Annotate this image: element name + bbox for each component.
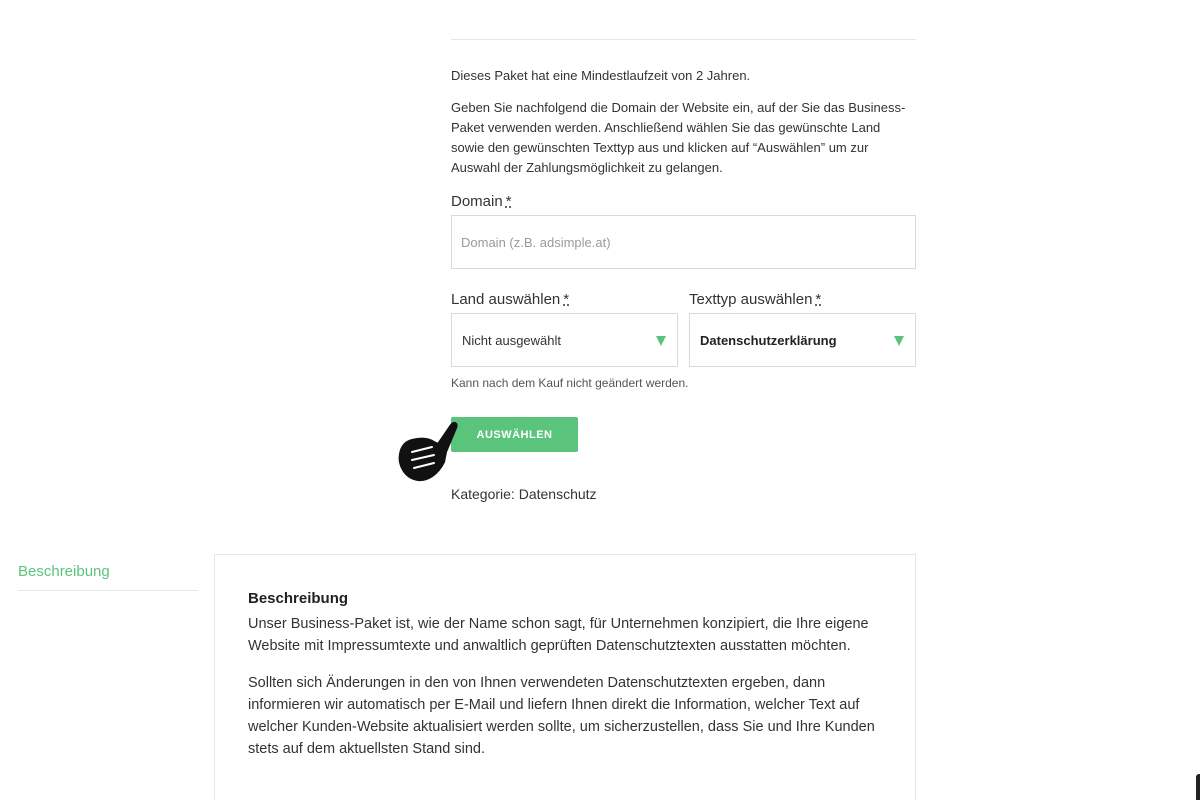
country-selected-value: Nicht ausgewählt (462, 332, 561, 348)
select-button[interactable]: AUSWÄHLEN (451, 417, 578, 452)
triangle-down-icon (656, 336, 666, 346)
text-type-selected-value: Datenschutzerklärung (700, 332, 837, 348)
window-edge (1196, 774, 1200, 800)
category-text: Kategorie: Datenschutz (451, 486, 597, 502)
description-title: Beschreibung (248, 590, 349, 607)
min-term-text: Dieses Paket hat eine Mindestlaufzeit von 2 Jahren. (451, 68, 751, 83)
divider (451, 39, 916, 40)
text-type-field (689, 290, 916, 367)
pointing-hand-icon (394, 418, 464, 484)
triangle-down-icon (894, 336, 904, 346)
tab-description[interactable]: Beschreibung (18, 563, 198, 591)
text-type-label (689, 290, 916, 310)
domain-label (451, 192, 916, 212)
country-field (451, 290, 678, 367)
domain-input[interactable] (451, 215, 916, 269)
required-marker: * (505, 193, 512, 210)
description-panel (214, 554, 916, 800)
product-form (451, 66, 916, 452)
country-label (451, 290, 678, 310)
country-label-text: Land auswählen (451, 291, 561, 308)
select-row (451, 290, 916, 367)
text-type-select[interactable] (689, 313, 916, 367)
required-marker: * (563, 291, 570, 308)
description-paragraph: Unser Business-Paket ist, wie der Name schon sagt, für Unternehmen konzipiert, die Ihre eigene Website mit Impressumtexte und anwaltlich geprüften Datenschutztexten ausstatten möchten. (248, 616, 869, 654)
hint-text: Kann nach dem Kauf nicht geändert werden. (451, 376, 689, 390)
text-type-label-text: Texttyp auswählen (689, 291, 813, 308)
description-paragraph: Sollten sich Änderungen in den von Ihnen verwendeten Datenschutztexten ergeben, dann informieren wir automatisch per E-Mail und liefern Ihnen direkt die Information, welcher Text auf welcher Kunden-Website aktualisiert werden sollte, um sicherzustellen, dass Sie und Ihre Kunden stets auf dem aktuellsten Stand sind. (248, 675, 875, 757)
country-select[interactable] (451, 313, 678, 367)
required-marker: * (815, 291, 822, 308)
instructions-text: Geben Sie nachfolgend die Domain der Website ein, auf der Sie das Business-Paket verwenden werden. Anschließend wählen Sie das gewünschte Land sowie den gewünschten Texttyp aus und klicken auf “Auswählen” um zur Auswahl der Zahlungsmöglichkeit zu gelangen. (451, 100, 906, 175)
domain-label-text: Domain (451, 193, 503, 210)
